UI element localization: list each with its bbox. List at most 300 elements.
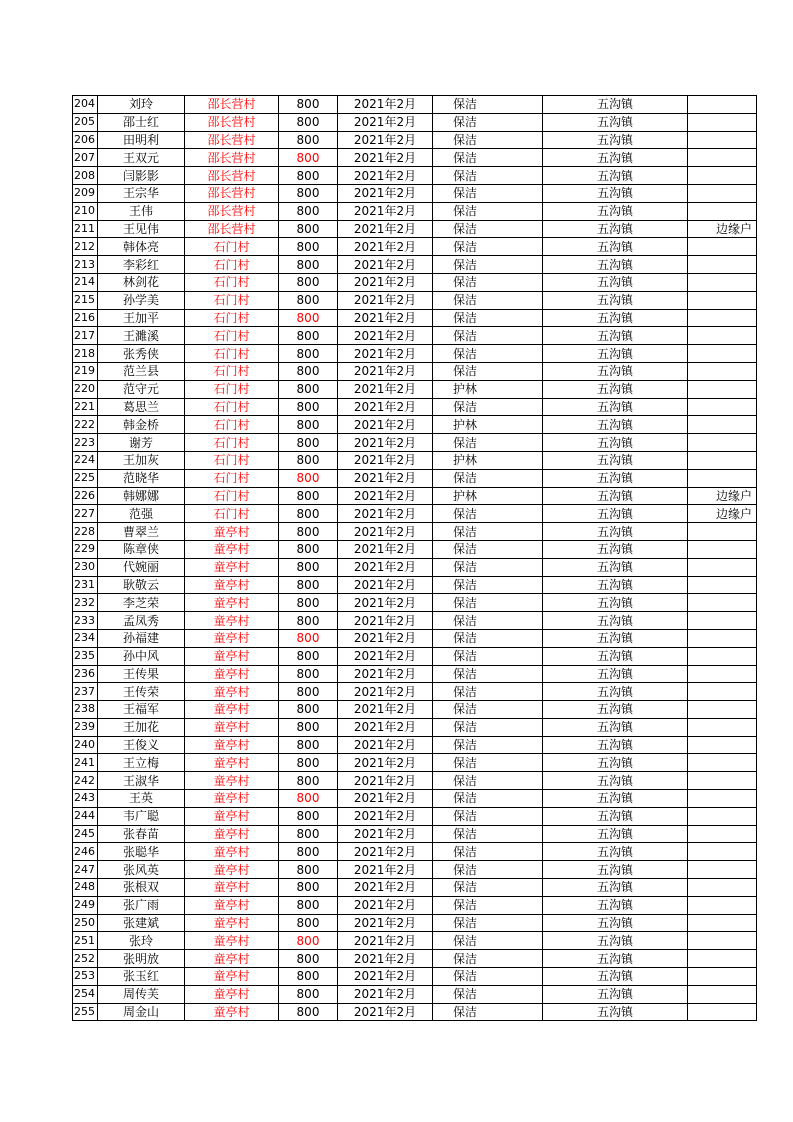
village-name-cell: 童亭村 bbox=[185, 718, 279, 736]
remark-cell bbox=[688, 950, 757, 968]
person-name-cell: 王濉溪 bbox=[98, 327, 185, 345]
town-name-cell: 五沟镇 bbox=[543, 256, 688, 274]
village-name-cell: 石门村 bbox=[185, 327, 279, 345]
town-name-cell: 五沟镇 bbox=[543, 701, 688, 719]
town-name-cell: 五沟镇 bbox=[543, 469, 688, 487]
row-number-cell: 240 bbox=[73, 736, 98, 754]
row-number-cell: 221 bbox=[73, 398, 98, 416]
job-type-cell: 保洁 bbox=[433, 594, 543, 612]
remark-cell bbox=[688, 398, 757, 416]
village-name-cell: 童亭村 bbox=[185, 576, 279, 594]
person-name-cell: 王见伟 bbox=[98, 220, 185, 238]
village-name-cell: 石门村 bbox=[185, 362, 279, 380]
town-name-cell: 五沟镇 bbox=[543, 1003, 688, 1021]
remark-cell bbox=[688, 256, 757, 274]
town-name-cell: 五沟镇 bbox=[543, 184, 688, 202]
town-name-cell: 五沟镇 bbox=[543, 790, 688, 808]
amount-cell: 800 bbox=[279, 718, 338, 736]
job-type-cell: 保洁 bbox=[433, 96, 543, 114]
amount-cell: 800 bbox=[279, 896, 338, 914]
town-name-cell: 五沟镇 bbox=[543, 754, 688, 772]
row-number-cell: 204 bbox=[73, 96, 98, 114]
remark-cell bbox=[688, 594, 757, 612]
job-type-cell: 保洁 bbox=[433, 113, 543, 131]
village-name-cell: 石门村 bbox=[185, 451, 279, 469]
row-number-cell: 251 bbox=[73, 932, 98, 950]
person-name-cell: 邵士红 bbox=[98, 113, 185, 131]
job-type-cell: 保洁 bbox=[433, 220, 543, 238]
table-row bbox=[73, 149, 757, 167]
row-number-cell: 247 bbox=[73, 861, 98, 879]
table-row bbox=[73, 914, 757, 932]
job-type-cell: 保洁 bbox=[433, 647, 543, 665]
row-number-cell: 208 bbox=[73, 167, 98, 185]
town-name-cell: 五沟镇 bbox=[543, 380, 688, 398]
job-type-cell: 保洁 bbox=[433, 683, 543, 701]
job-type-cell: 保洁 bbox=[433, 256, 543, 274]
remark-cell bbox=[688, 113, 757, 131]
table-row bbox=[73, 896, 757, 914]
village-name-cell: 邵长营村 bbox=[185, 149, 279, 167]
job-type-cell: 保洁 bbox=[433, 914, 543, 932]
person-name-cell: 王英 bbox=[98, 790, 185, 808]
town-name-cell: 五沟镇 bbox=[543, 220, 688, 238]
village-name-cell: 童亭村 bbox=[185, 701, 279, 719]
person-name-cell: 田明利 bbox=[98, 131, 185, 149]
remark-cell: 边缘户 bbox=[688, 505, 757, 523]
person-name-cell: 张明放 bbox=[98, 950, 185, 968]
amount-cell: 800 bbox=[279, 380, 338, 398]
person-name-cell: 范晓华 bbox=[98, 469, 185, 487]
remark-cell bbox=[688, 202, 757, 220]
row-number-cell: 228 bbox=[73, 523, 98, 541]
row-number-cell: 209 bbox=[73, 184, 98, 202]
table-row bbox=[73, 345, 757, 363]
table-row bbox=[73, 380, 757, 398]
village-name-cell: 石门村 bbox=[185, 469, 279, 487]
town-name-cell: 五沟镇 bbox=[543, 647, 688, 665]
job-type-cell: 保洁 bbox=[433, 950, 543, 968]
amount-cell: 800 bbox=[279, 594, 338, 612]
job-type-cell: 保洁 bbox=[433, 167, 543, 185]
person-name-cell: 韩金桥 bbox=[98, 416, 185, 434]
row-number-cell: 210 bbox=[73, 202, 98, 220]
town-name-cell: 五沟镇 bbox=[543, 540, 688, 558]
row-number-cell: 205 bbox=[73, 113, 98, 131]
remark-cell bbox=[688, 540, 757, 558]
row-number-cell: 206 bbox=[73, 131, 98, 149]
pay-month-cell: 2021年2月 bbox=[338, 790, 433, 808]
village-name-cell: 邵长营村 bbox=[185, 113, 279, 131]
job-type-cell: 保洁 bbox=[433, 612, 543, 630]
town-name-cell: 五沟镇 bbox=[543, 505, 688, 523]
pay-month-cell: 2021年2月 bbox=[338, 238, 433, 256]
row-number-cell: 246 bbox=[73, 843, 98, 861]
remark-cell bbox=[688, 451, 757, 469]
village-name-cell: 石门村 bbox=[185, 380, 279, 398]
village-name-cell: 童亭村 bbox=[185, 914, 279, 932]
village-name-cell: 邵长营村 bbox=[185, 220, 279, 238]
pay-month-cell: 2021年2月 bbox=[338, 291, 433, 309]
row-number-cell: 230 bbox=[73, 558, 98, 576]
row-number-cell: 224 bbox=[73, 451, 98, 469]
job-type-cell: 保洁 bbox=[433, 1003, 543, 1021]
pay-month-cell: 2021年2月 bbox=[338, 594, 433, 612]
remark-cell bbox=[688, 149, 757, 167]
village-name-cell: 邵长营村 bbox=[185, 96, 279, 114]
amount-cell: 800 bbox=[279, 576, 338, 594]
person-name-cell: 韩体亮 bbox=[98, 238, 185, 256]
table-row bbox=[73, 665, 757, 683]
town-name-cell: 五沟镇 bbox=[543, 718, 688, 736]
remark-cell bbox=[688, 861, 757, 879]
person-name-cell: 张风英 bbox=[98, 861, 185, 879]
town-name-cell: 五沟镇 bbox=[543, 683, 688, 701]
remark-cell bbox=[688, 790, 757, 808]
person-name-cell: 范兰县 bbox=[98, 362, 185, 380]
row-number-cell: 236 bbox=[73, 665, 98, 683]
village-name-cell: 童亭村 bbox=[185, 772, 279, 790]
pay-month-cell: 2021年2月 bbox=[338, 772, 433, 790]
remark-cell bbox=[688, 843, 757, 861]
town-name-cell: 五沟镇 bbox=[543, 665, 688, 683]
village-name-cell: 石门村 bbox=[185, 345, 279, 363]
remark-cell bbox=[688, 362, 757, 380]
pay-month-cell: 2021年2月 bbox=[338, 968, 433, 986]
person-name-cell: 林剑花 bbox=[98, 273, 185, 291]
village-name-cell: 石门村 bbox=[185, 256, 279, 274]
row-number-cell: 233 bbox=[73, 612, 98, 630]
row-number-cell: 238 bbox=[73, 701, 98, 719]
remark-cell bbox=[688, 718, 757, 736]
remark-cell bbox=[688, 184, 757, 202]
job-type-cell: 保洁 bbox=[433, 772, 543, 790]
person-name-cell: 孟凤秀 bbox=[98, 612, 185, 630]
town-name-cell: 五沟镇 bbox=[543, 914, 688, 932]
row-number-cell: 237 bbox=[73, 683, 98, 701]
person-name-cell: 韦广聪 bbox=[98, 807, 185, 825]
pay-month-cell: 2021年2月 bbox=[338, 612, 433, 630]
pay-month-cell: 2021年2月 bbox=[338, 1003, 433, 1021]
table-row bbox=[73, 843, 757, 861]
table-row bbox=[73, 629, 757, 647]
remark-cell bbox=[688, 736, 757, 754]
village-name-cell: 童亭村 bbox=[185, 932, 279, 950]
job-type-cell: 保洁 bbox=[433, 131, 543, 149]
town-name-cell: 五沟镇 bbox=[543, 202, 688, 220]
job-type-cell: 保洁 bbox=[433, 469, 543, 487]
town-name-cell: 五沟镇 bbox=[543, 576, 688, 594]
remark-cell bbox=[688, 167, 757, 185]
town-name-cell: 五沟镇 bbox=[543, 879, 688, 897]
row-number-cell: 231 bbox=[73, 576, 98, 594]
pay-month-cell: 2021年2月 bbox=[338, 273, 433, 291]
town-name-cell: 五沟镇 bbox=[543, 968, 688, 986]
amount-cell: 800 bbox=[279, 451, 338, 469]
job-type-cell: 保洁 bbox=[433, 149, 543, 167]
pay-month-cell: 2021年2月 bbox=[338, 149, 433, 167]
amount-cell: 800 bbox=[279, 220, 338, 238]
town-name-cell: 五沟镇 bbox=[543, 451, 688, 469]
remark-cell bbox=[688, 96, 757, 114]
row-number-cell: 242 bbox=[73, 772, 98, 790]
village-name-cell: 童亭村 bbox=[185, 540, 279, 558]
amount-cell: 800 bbox=[279, 291, 338, 309]
amount-cell: 800 bbox=[279, 772, 338, 790]
table-row bbox=[73, 220, 757, 238]
village-name-cell: 童亭村 bbox=[185, 647, 279, 665]
person-name-cell: 王福军 bbox=[98, 701, 185, 719]
town-name-cell: 五沟镇 bbox=[543, 523, 688, 541]
town-name-cell: 五沟镇 bbox=[543, 238, 688, 256]
person-name-cell: 王传荣 bbox=[98, 683, 185, 701]
town-name-cell: 五沟镇 bbox=[543, 807, 688, 825]
row-number-cell: 253 bbox=[73, 968, 98, 986]
pay-month-cell: 2021年2月 bbox=[338, 362, 433, 380]
pay-month-cell: 2021年2月 bbox=[338, 861, 433, 879]
village-name-cell: 石门村 bbox=[185, 291, 279, 309]
table-row bbox=[73, 291, 757, 309]
table-row bbox=[73, 1003, 757, 1021]
pay-month-cell: 2021年2月 bbox=[338, 701, 433, 719]
row-number-cell: 212 bbox=[73, 238, 98, 256]
table-row bbox=[73, 968, 757, 986]
pay-month-cell: 2021年2月 bbox=[338, 113, 433, 131]
town-name-cell: 五沟镇 bbox=[543, 825, 688, 843]
remark-cell: 边缘户 bbox=[688, 487, 757, 505]
job-type-cell: 保洁 bbox=[433, 327, 543, 345]
job-type-cell: 保洁 bbox=[433, 345, 543, 363]
amount-cell: 800 bbox=[279, 487, 338, 505]
job-type-cell: 保洁 bbox=[433, 184, 543, 202]
village-name-cell: 童亭村 bbox=[185, 879, 279, 897]
amount-cell: 800 bbox=[279, 914, 338, 932]
job-type-cell: 保洁 bbox=[433, 665, 543, 683]
village-name-cell: 邵长营村 bbox=[185, 167, 279, 185]
village-name-cell: 童亭村 bbox=[185, 790, 279, 808]
town-name-cell: 五沟镇 bbox=[543, 96, 688, 114]
table-row bbox=[73, 576, 757, 594]
remark-cell bbox=[688, 647, 757, 665]
amount-cell: 800 bbox=[279, 754, 338, 772]
person-name-cell: 张根双 bbox=[98, 879, 185, 897]
remark-cell bbox=[688, 327, 757, 345]
remark-cell bbox=[688, 701, 757, 719]
table-row bbox=[73, 540, 757, 558]
village-name-cell: 童亭村 bbox=[185, 594, 279, 612]
roster-table bbox=[72, 95, 757, 1021]
pay-month-cell: 2021年2月 bbox=[338, 434, 433, 452]
town-name-cell: 五沟镇 bbox=[543, 167, 688, 185]
village-name-cell: 童亭村 bbox=[185, 861, 279, 879]
town-name-cell: 五沟镇 bbox=[543, 131, 688, 149]
table-row bbox=[73, 487, 757, 505]
row-number-cell: 232 bbox=[73, 594, 98, 612]
amount-cell: 800 bbox=[279, 113, 338, 131]
table-row bbox=[73, 825, 757, 843]
remark-cell bbox=[688, 754, 757, 772]
remark-cell bbox=[688, 345, 757, 363]
table-row bbox=[73, 238, 757, 256]
pay-month-cell: 2021年2月 bbox=[338, 167, 433, 185]
table-row bbox=[73, 772, 757, 790]
pay-month-cell: 2021年2月 bbox=[338, 647, 433, 665]
town-name-cell: 五沟镇 bbox=[543, 345, 688, 363]
pay-month-cell: 2021年2月 bbox=[338, 736, 433, 754]
pay-month-cell: 2021年2月 bbox=[338, 416, 433, 434]
row-number-cell: 241 bbox=[73, 754, 98, 772]
table-row bbox=[73, 523, 757, 541]
person-name-cell: 王加灰 bbox=[98, 451, 185, 469]
person-name-cell: 王伟 bbox=[98, 202, 185, 220]
table-row bbox=[73, 362, 757, 380]
village-name-cell: 童亭村 bbox=[185, 612, 279, 630]
town-name-cell: 五沟镇 bbox=[543, 950, 688, 968]
job-type-cell: 保洁 bbox=[433, 968, 543, 986]
row-number-cell: 211 bbox=[73, 220, 98, 238]
table-row bbox=[73, 790, 757, 808]
amount-cell: 800 bbox=[279, 540, 338, 558]
person-name-cell: 范强 bbox=[98, 505, 185, 523]
table-row bbox=[73, 950, 757, 968]
village-name-cell: 童亭村 bbox=[185, 950, 279, 968]
amount-cell: 800 bbox=[279, 256, 338, 274]
row-number-cell: 225 bbox=[73, 469, 98, 487]
amount-cell: 800 bbox=[279, 131, 338, 149]
village-name-cell: 石门村 bbox=[185, 309, 279, 327]
village-name-cell: 石门村 bbox=[185, 487, 279, 505]
person-name-cell: 张玲 bbox=[98, 932, 185, 950]
amount-cell: 800 bbox=[279, 345, 338, 363]
amount-cell: 800 bbox=[279, 683, 338, 701]
row-number-cell: 223 bbox=[73, 434, 98, 452]
town-name-cell: 五沟镇 bbox=[543, 772, 688, 790]
table-row bbox=[73, 754, 757, 772]
job-type-cell: 保洁 bbox=[433, 576, 543, 594]
person-name-cell: 张广雨 bbox=[98, 896, 185, 914]
person-name-cell: 张玉红 bbox=[98, 968, 185, 986]
remark-cell bbox=[688, 914, 757, 932]
pay-month-cell: 2021年2月 bbox=[338, 683, 433, 701]
town-name-cell: 五沟镇 bbox=[543, 985, 688, 1003]
job-type-cell: 护林 bbox=[433, 380, 543, 398]
amount-cell: 800 bbox=[279, 612, 338, 630]
row-number-cell: 243 bbox=[73, 790, 98, 808]
row-number-cell: 239 bbox=[73, 718, 98, 736]
table-row bbox=[73, 505, 757, 523]
job-type-cell: 保洁 bbox=[433, 718, 543, 736]
job-type-cell: 保洁 bbox=[433, 434, 543, 452]
pay-month-cell: 2021年2月 bbox=[338, 131, 433, 149]
job-type-cell: 保洁 bbox=[433, 309, 543, 327]
village-name-cell: 童亭村 bbox=[185, 558, 279, 576]
village-name-cell: 童亭村 bbox=[185, 1003, 279, 1021]
table-row bbox=[73, 451, 757, 469]
job-type-cell: 保洁 bbox=[433, 843, 543, 861]
pay-month-cell: 2021年2月 bbox=[338, 896, 433, 914]
town-name-cell: 五沟镇 bbox=[543, 843, 688, 861]
job-type-cell: 保洁 bbox=[433, 861, 543, 879]
pay-month-cell: 2021年2月 bbox=[338, 451, 433, 469]
amount-cell: 800 bbox=[279, 309, 338, 327]
row-number-cell: 216 bbox=[73, 309, 98, 327]
row-number-cell: 248 bbox=[73, 879, 98, 897]
table-body bbox=[73, 96, 757, 1021]
job-type-cell: 保洁 bbox=[433, 932, 543, 950]
village-name-cell: 童亭村 bbox=[185, 896, 279, 914]
table-row bbox=[73, 612, 757, 630]
person-name-cell: 孙福建 bbox=[98, 629, 185, 647]
amount-cell: 800 bbox=[279, 879, 338, 897]
job-type-cell: 保洁 bbox=[433, 505, 543, 523]
person-name-cell: 曹翠兰 bbox=[98, 523, 185, 541]
person-name-cell: 王立梅 bbox=[98, 754, 185, 772]
remark-cell bbox=[688, 558, 757, 576]
amount-cell: 800 bbox=[279, 469, 338, 487]
row-number-cell: 222 bbox=[73, 416, 98, 434]
pay-month-cell: 2021年2月 bbox=[338, 487, 433, 505]
job-type-cell: 保洁 bbox=[433, 202, 543, 220]
amount-cell: 800 bbox=[279, 736, 338, 754]
amount-cell: 800 bbox=[279, 665, 338, 683]
job-type-cell: 保洁 bbox=[433, 896, 543, 914]
person-name-cell: 王加花 bbox=[98, 718, 185, 736]
person-name-cell: 代婉丽 bbox=[98, 558, 185, 576]
table-row bbox=[73, 256, 757, 274]
job-type-cell: 保洁 bbox=[433, 523, 543, 541]
row-number-cell: 252 bbox=[73, 950, 98, 968]
town-name-cell: 五沟镇 bbox=[543, 736, 688, 754]
row-number-cell: 215 bbox=[73, 291, 98, 309]
person-name-cell: 王宗华 bbox=[98, 184, 185, 202]
village-name-cell: 石门村 bbox=[185, 273, 279, 291]
remark-cell bbox=[688, 896, 757, 914]
pay-month-cell: 2021年2月 bbox=[338, 932, 433, 950]
row-number-cell: 219 bbox=[73, 362, 98, 380]
job-type-cell: 保洁 bbox=[433, 825, 543, 843]
table-row bbox=[73, 434, 757, 452]
village-name-cell: 童亭村 bbox=[185, 523, 279, 541]
village-name-cell: 邵长营村 bbox=[185, 202, 279, 220]
person-name-cell: 张春苗 bbox=[98, 825, 185, 843]
village-name-cell: 童亭村 bbox=[185, 683, 279, 701]
table-row bbox=[73, 594, 757, 612]
table-row bbox=[73, 701, 757, 719]
pay-month-cell: 2021年2月 bbox=[338, 220, 433, 238]
job-type-cell: 保洁 bbox=[433, 558, 543, 576]
pay-month-cell: 2021年2月 bbox=[338, 718, 433, 736]
remark-cell bbox=[688, 131, 757, 149]
row-number-cell: 220 bbox=[73, 380, 98, 398]
amount-cell: 800 bbox=[279, 505, 338, 523]
person-name-cell: 孙学美 bbox=[98, 291, 185, 309]
table-row bbox=[73, 113, 757, 131]
table-row bbox=[73, 558, 757, 576]
amount-cell: 800 bbox=[279, 950, 338, 968]
row-number-cell: 213 bbox=[73, 256, 98, 274]
table-row bbox=[73, 416, 757, 434]
person-name-cell: 王淑华 bbox=[98, 772, 185, 790]
person-name-cell: 闫影影 bbox=[98, 167, 185, 185]
village-name-cell: 童亭村 bbox=[185, 736, 279, 754]
village-name-cell: 童亭村 bbox=[185, 629, 279, 647]
table-row bbox=[73, 861, 757, 879]
remark-cell bbox=[688, 576, 757, 594]
row-number-cell: 229 bbox=[73, 540, 98, 558]
person-name-cell: 张聪华 bbox=[98, 843, 185, 861]
town-name-cell: 五沟镇 bbox=[543, 558, 688, 576]
table-row bbox=[73, 736, 757, 754]
